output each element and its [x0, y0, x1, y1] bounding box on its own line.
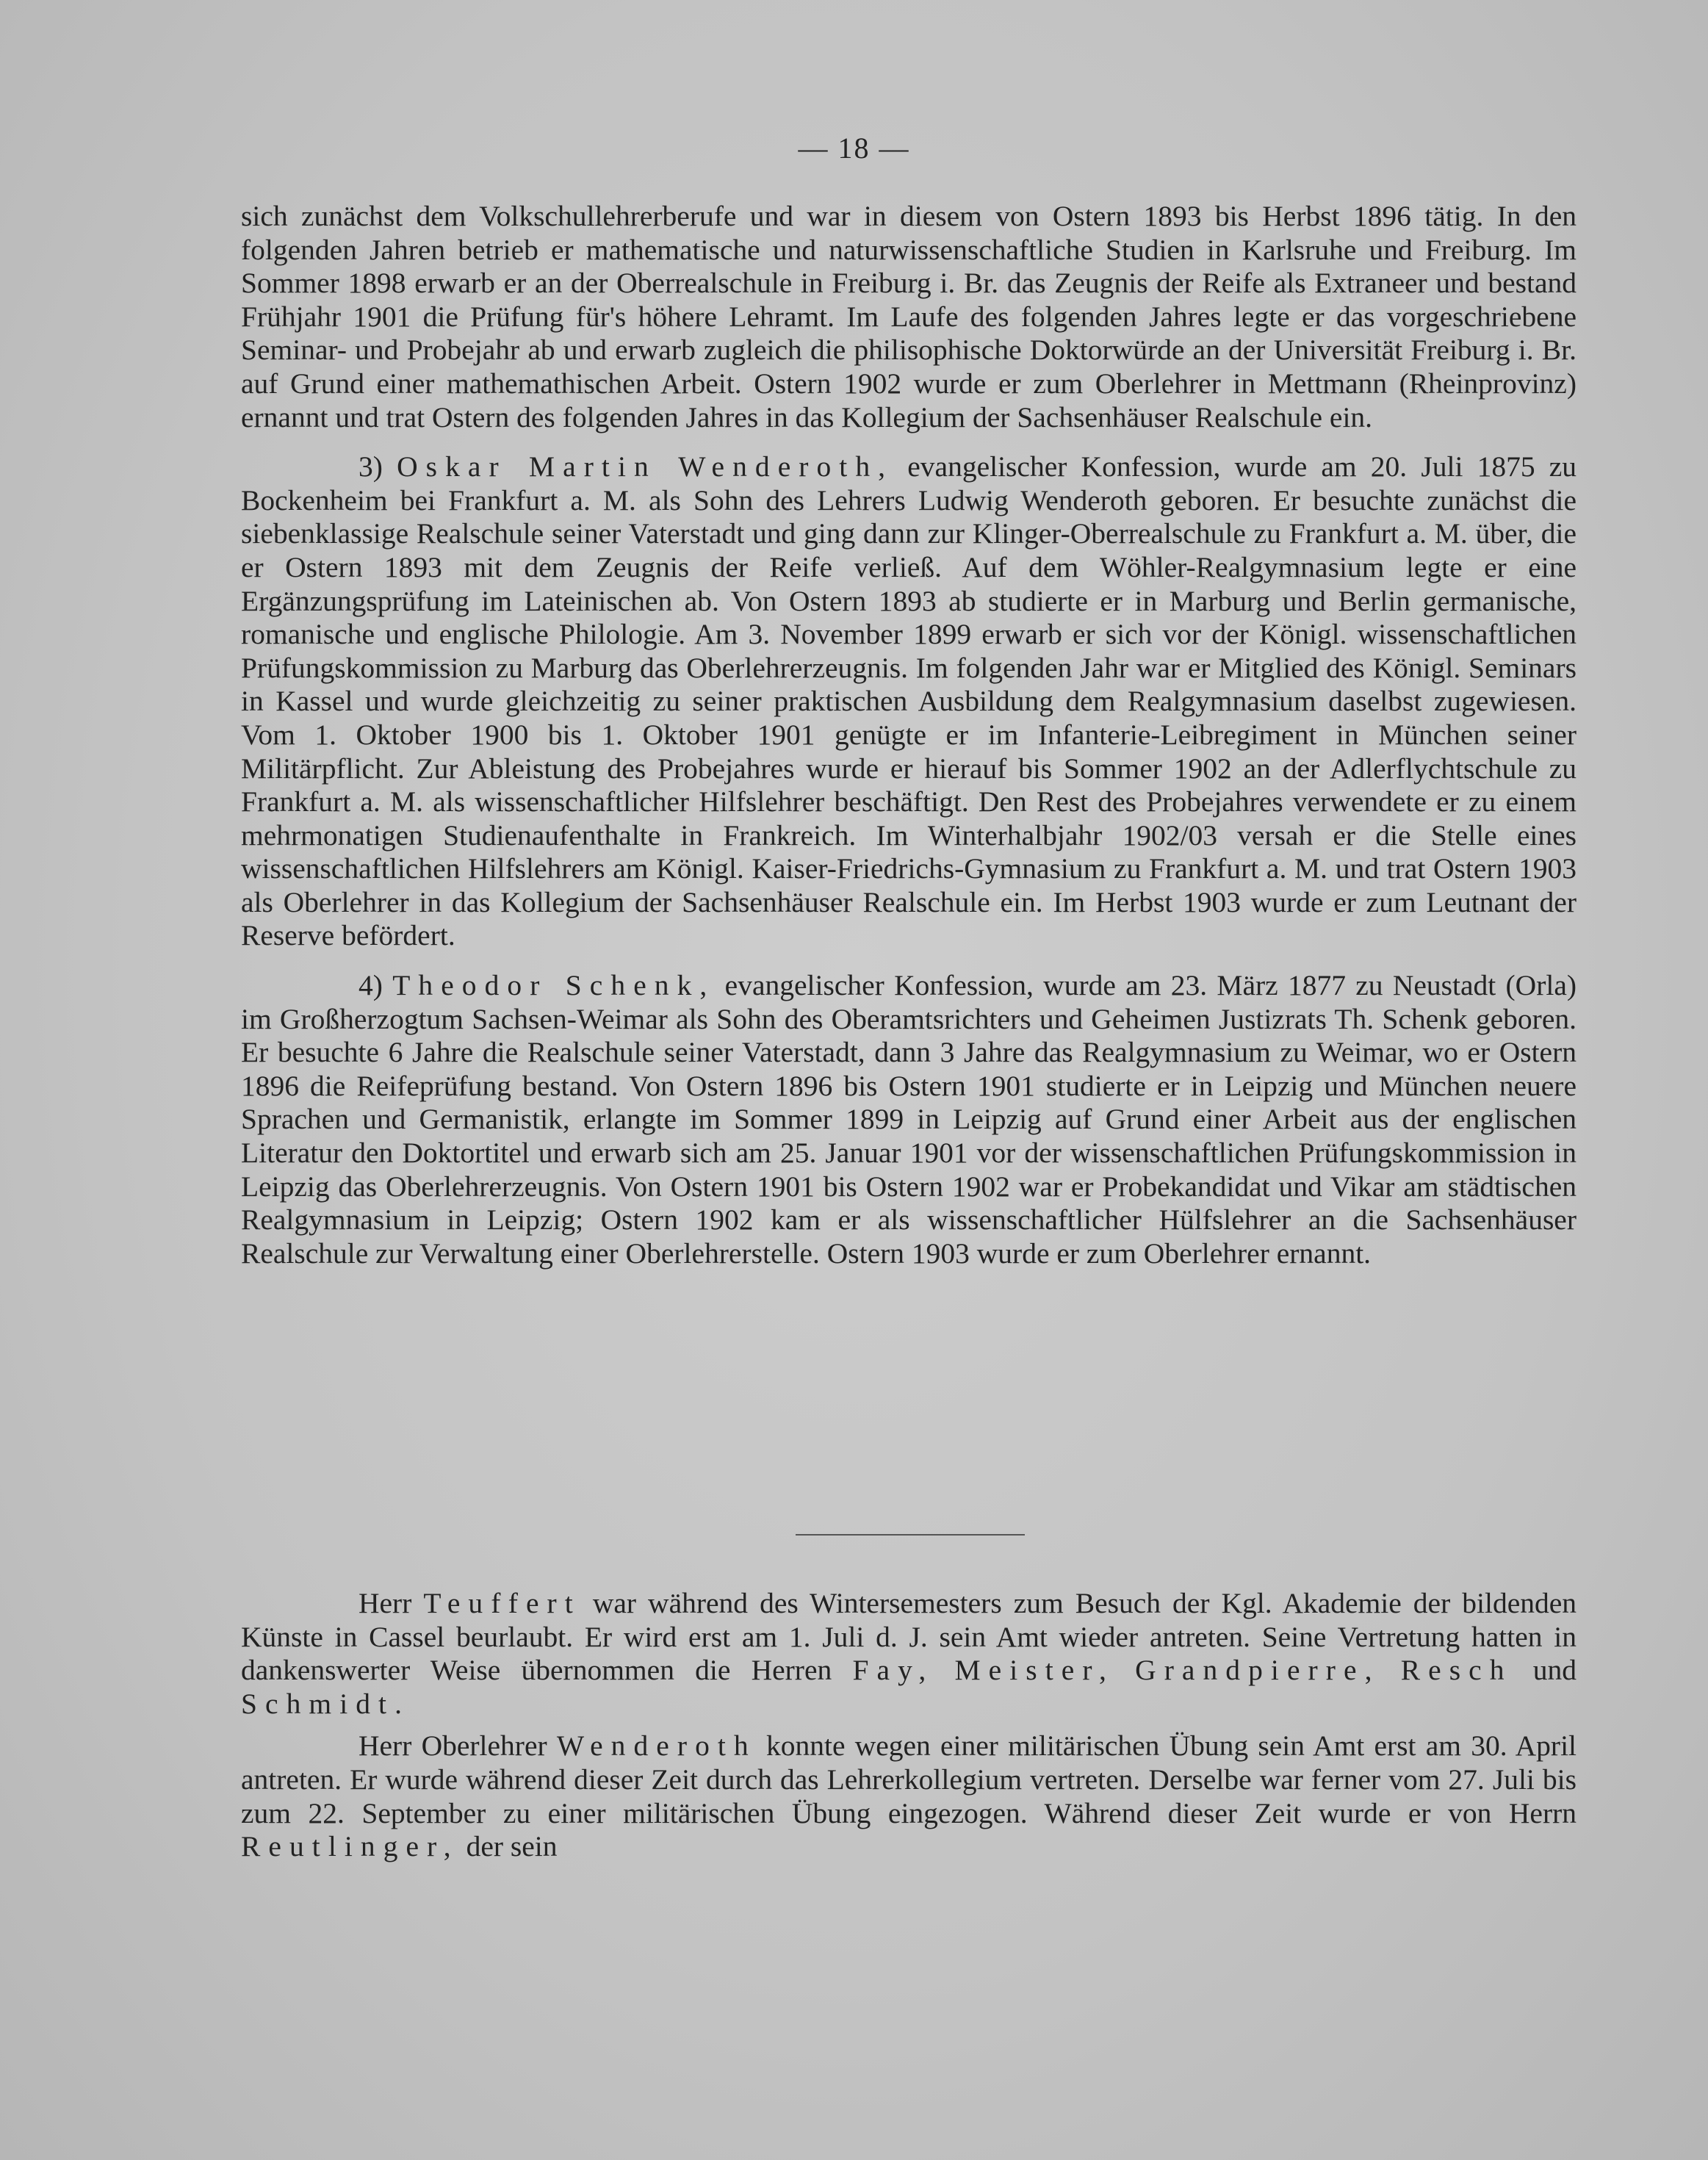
- note-person-name: Fay,: [852, 1654, 934, 1687]
- note-person-name: Schmidt.: [241, 1687, 411, 1720]
- note-text: konnte wegen einer militärischen Übung sein Amt erst am 30. April antreten. Er wurde während dieser Zeit durch das Lehrerkollegium vertreten. Derselbe war ferner vom 27. Juli bis zum 22. September zu einer militärischen Übung eingezogen. Während dieser Zeit wurde er von Herrn: [241, 1729, 1577, 1829]
- note-text-end: der sein: [466, 1830, 558, 1863]
- biography-entry-schenk: [241, 969, 1577, 1270]
- page-number: — 18 —: [798, 132, 910, 165]
- biography-continuation: sich zunächst dem Volkschullehrerberufe und war in diesem von Ostern 1893 bis Herbst 1896 tätig. In den folgenden Jahren betrieb er mathematische und naturwissenschaftliche Studien in Karlsruhe und Freiburg. Im Sommer 1898 erwarb er an der Oberrealschule in Freiburg i. Br. das Zeugnis der Reife als Extraneer und bestand Frühjahr 1901 die Prüfung für's höhere Lehramt. Im Laufe des folgenden Jahres legte er das vorgeschriebene Seminar- und Probejahr ab und erwarb zugleich die philisophische Doktorwürde an der Universität Freiburg i. Br. auf Grund einer mathemathischen Arbeit. Ostern 1902 wurde er zum Oberlehrer in Mettmann (Rheinprovinz) ernannt und trat Ostern des folgenden Jahres in das Kollegium der Sachsenhäuser Realschule ein.: [241, 200, 1577, 433]
- entry-text: evangelischer Konfession, wurde am 23. März 1877 zu Neustadt (Orla) im Großherzogtum Sachsen-Weimar als Sohn des Oberamtsrichters und Geheimen Justizrats Th. Schenk geboren. Er besuchte 6 Jahre die Realschule seiner Vaterstadt, dann 3 Jahre das Realgymnasium zu Weimar, wo er Ostern 1896 die Reifeprüfung bestand. Von Ostern 1896 bis Ostern 1901 studierte er in Leipzig und München neuere Sprachen und Germanistik, erlangte im Sommer 1899 in Leipzig auf Grund einer Arbeit aus der englischen Literatur den Doktortitel und erwarb sich am 25. Januar 1901 vor der wissenschaftlichen Prüfungskommission in Leipzig das Oberlehrerzeugnis. Von Ostern 1901 bis Ostern 1902 war er Probekandidat und Vikar am städtischen Realgymnasium in Leipzig; Ostern 1902 kam er als wissenschaftlicher Hülfslehrer an die Sachsenhäuser Realschule zur Verwaltung einer Oberlehrerstelle. Ostern 1903 wurde er zum Oberlehrer ernannt.: [241, 969, 1577, 1270]
- note-person-name: Resch: [1400, 1654, 1513, 1687]
- entry-number: 4): [358, 969, 383, 1002]
- biography-entry-wenderoth: [241, 450, 1577, 953]
- note-person-name: Teuffert: [423, 1587, 581, 1619]
- entry-text: evangelischer Konfession, wurde am 20. Juli 1875 zu Bockenheim bei Frankfurt a. M. als Sohn des Lehrers Ludwig Wenderoth geboren. Er besuchte zunächst die siebenklassige Realschule seiner Vaterstadt und ging dann zur Klinger-Oberrealschule zu Frankfurt a. M. über, die er Ostern 1893 mit dem Zeugnis der Reife verließ. Auf dem Wöhler-Realgymnasium legte er eine Ergänzungsprüfung im Lateinischen ab. Von Ostern 1893 ab studierte er in Marburg und Berlin germanische, romanische und englische Philologie. Am 3. November 1899 erwarb er sich vor der Königl. wissenschaftlichen Prüfungskommission zu Marburg das Oberlehrerzeugnis. Im folgenden Jahr war er Mitglied des Königl. Seminars in Kassel und wurde gleichzeitig zu seiner praktischen Ausbildung dem Realgymnasium daselbst zugewiesen. Vom 1. Oktober 1900 bis 1. Oktober 1901 genügte er im Infanterie-Leibregiment in München seiner Militärpflicht. Zur Ableistung des Probejahres wurde er hierauf bis Sommer 1902 an der Adlerflychtschule zu Frankfurt a. M. als wissenschaftlicher Hilfslehrer beschäftigt. Den Rest des Probejahres verwendete er zu einem mehrmonatigen Studienaufenthalte in Frankreich. Im Winterhalbjahr 1902/03 versah er die Stelle eines wissenschaftlichen Hilfslehrers am Königl. Kaiser-Friedrichs-Gymnasium zu Frankfurt a. M. und trat Ostern 1903 als Oberlehrer in das Kollegium der Sachsenhäuser Realschule ein. Im Herbst 1903 wurde er zum Leutnant der Reserve befördert.: [241, 450, 1577, 952]
- note-person-name: Grandpierre,: [1135, 1654, 1380, 1687]
- staff-notes-section: [241, 1587, 1577, 1864]
- section-divider: [796, 1534, 1025, 1536]
- note-conjunction: und: [1532, 1654, 1577, 1687]
- note-prefix: Herr: [358, 1587, 412, 1619]
- note-text: war während des Wintersemesters zum Besuch der Kgl. Akademie der bildenden Künste in Cassel beurlaubt. Er wird erst am 1. Juli d. J. sein Amt wieder antreten. Seine Vertretung hatten in dankenswerter Weise übernommen die Herren: [241, 1587, 1577, 1687]
- note-wenderoth: [241, 1729, 1577, 1863]
- note-teuffert: [241, 1587, 1577, 1721]
- note-person-name: Wenderoth: [556, 1729, 757, 1763]
- biography-section: [241, 200, 1577, 1270]
- entry-person-name: Oskar Martin Wenderoth,: [397, 450, 894, 483]
- entry-number: 3): [358, 450, 383, 483]
- note-prefix: Herr Oberlehrer: [358, 1729, 547, 1763]
- entry-person-name: Theodor Schenk,: [392, 969, 716, 1002]
- note-person-name: Reutlinger,: [241, 1830, 459, 1863]
- note-person-name: Meister,: [954, 1654, 1114, 1687]
